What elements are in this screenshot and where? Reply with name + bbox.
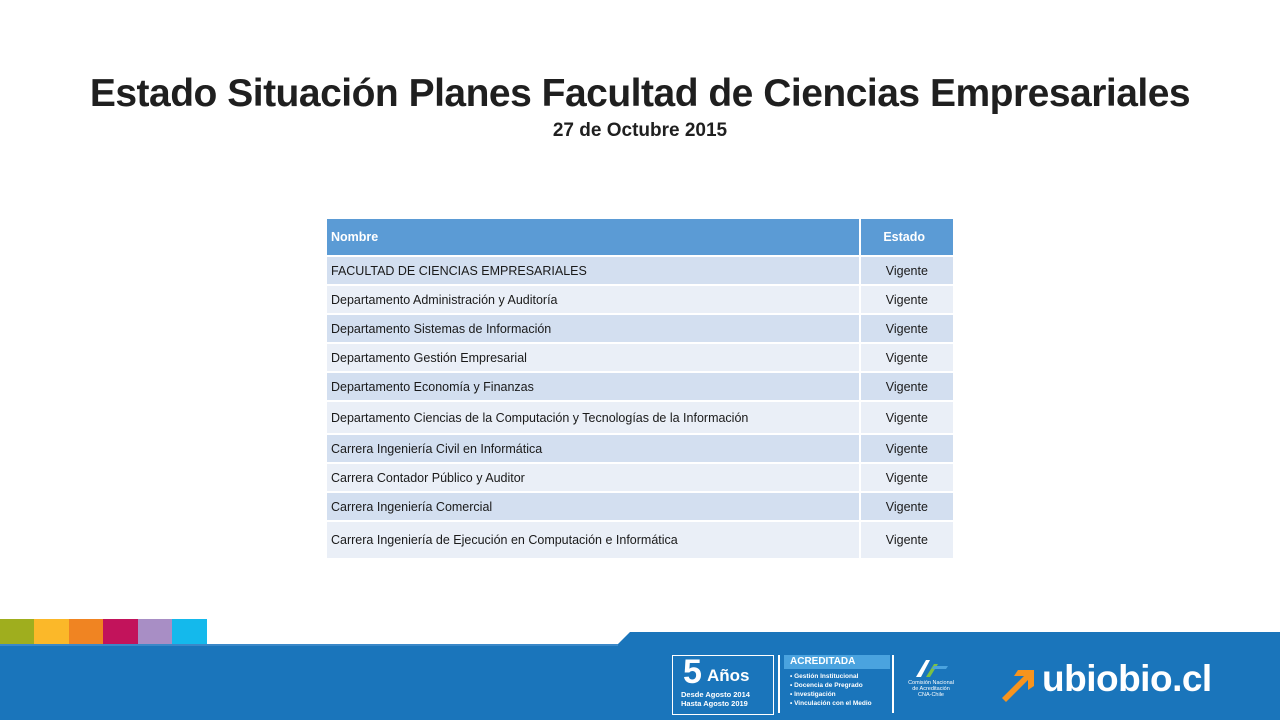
row-nombre: Carrera Ingeniería Civil en Informática [327, 434, 860, 463]
footer-separator [778, 655, 780, 713]
table-row [327, 343, 953, 372]
table-row [327, 521, 953, 559]
accreditation-areas [784, 655, 888, 713]
row-estado: Vigente [860, 521, 953, 559]
row-nombre: Departamento Administración y Auditoría [327, 285, 860, 314]
row-nombre: Departamento Ciencias de la Computación y Tecnologías de la Información [327, 401, 860, 434]
page-subtitle: 27 de Octubre 2015 [552, 120, 728, 141]
table-header-row [327, 219, 953, 256]
table-row [327, 401, 953, 434]
accreditation-years-badge [672, 655, 774, 715]
area-item: • Docencia de Pregrado [790, 682, 863, 689]
plans-table [327, 219, 953, 560]
row-estado: Vigente [860, 372, 953, 401]
row-nombre: Carrera Contador Público y Auditor [327, 463, 860, 492]
area-item: • Gestión Institucional [790, 673, 859, 680]
table-row [327, 492, 953, 521]
years-line-1: Desde Agosto 2014 [681, 690, 750, 699]
area-label: Investigación [794, 691, 836, 698]
cna-logo [898, 658, 968, 713]
years-word: Años [707, 666, 750, 685]
row-estado: Vigente [860, 434, 953, 463]
row-nombre: Departamento Sistemas de Información [327, 314, 860, 343]
row-estado: Vigente [860, 401, 953, 434]
row-estado: Vigente [860, 285, 953, 314]
area-label: Vinculación con el Medio [794, 700, 872, 707]
table-row [327, 285, 953, 314]
row-nombre: Carrera Ingeniería Comercial [327, 492, 860, 521]
years-number: 5 [683, 653, 702, 691]
cna-line-2: de Acreditación [912, 686, 950, 692]
acreditada-label: ACREDITADA [784, 655, 890, 669]
column-header-nombre: Nombre [327, 219, 860, 256]
footer-separator [892, 655, 894, 713]
row-nombre: FACULTAD DE CIENCIAS EMPRESARIALES [327, 256, 860, 285]
row-nombre: Departamento Economía y Finanzas [327, 372, 860, 401]
row-estado: Vigente [860, 256, 953, 285]
row-estado: Vigente [860, 463, 953, 492]
arrow-icon [996, 662, 1040, 702]
table-row [327, 314, 953, 343]
table-row [327, 463, 953, 492]
row-estado: Vigente [860, 492, 953, 521]
cna-line-1: Comisión Nacional [908, 680, 954, 686]
cna-label [898, 680, 964, 698]
area-item: • Investigación [790, 691, 836, 698]
row-estado: Vigente [860, 314, 953, 343]
table-row [327, 372, 953, 401]
area-label: Gestión Institucional [794, 673, 859, 680]
brand-text: ubiobio.cl [1042, 658, 1212, 699]
page-title: Estado Situación Planes Facultad de Ciencias Empresariales [89, 72, 1191, 115]
column-header-estado: Estado [860, 219, 953, 256]
cna-mark-icon [912, 658, 952, 678]
row-nombre: Carrera Ingeniería de Ejecución en Computación e Informática [327, 521, 860, 559]
years-line-2: Hasta Agosto 2019 [681, 699, 748, 708]
area-item: • Vinculación con el Medio [790, 700, 872, 707]
area-label: Docencia de Pregrado [794, 682, 863, 689]
row-estado: Vigente [860, 343, 953, 372]
table-row [327, 256, 953, 285]
cna-line-3: CNA-Chile [918, 692, 944, 698]
row-nombre: Departamento Gestión Empresarial [327, 343, 860, 372]
table-row [327, 434, 953, 463]
